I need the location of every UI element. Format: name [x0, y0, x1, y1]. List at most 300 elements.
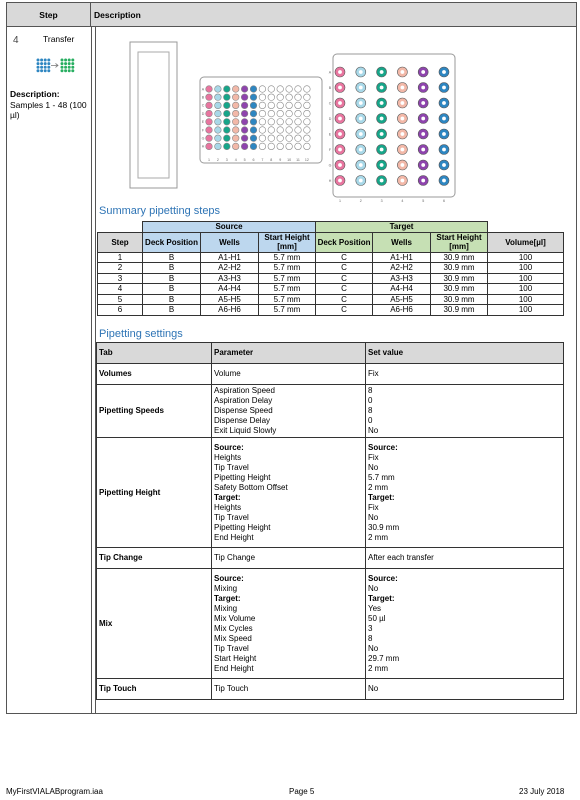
target-well-center: [401, 101, 404, 104]
settings-parameters: [212, 679, 366, 700]
source-well: [268, 143, 275, 150]
icon-dot: [44, 62, 46, 64]
target-well-center: [380, 70, 383, 73]
source-well: [224, 119, 231, 126]
parameter-line: Aspiration Speed: [214, 386, 275, 395]
parameter-line: Mixing: [214, 603, 238, 613]
source-well: [268, 94, 275, 101]
target-col-label: 6: [443, 199, 445, 203]
target-well-center: [401, 70, 404, 73]
summary-cell-tgt-deck: C: [316, 263, 373, 274]
source-well: [268, 135, 275, 142]
target-row-label: E: [328, 132, 332, 137]
source-well: [206, 119, 213, 126]
parameter-line: Mix Volume: [214, 613, 256, 623]
icon-dot: [40, 59, 42, 61]
icon-dot: [37, 70, 39, 72]
source-well: [268, 127, 275, 134]
icon-dot: [48, 66, 50, 68]
icon-dot: [48, 59, 50, 61]
source-well: [268, 102, 275, 109]
summary-cell-src-deck: B: [143, 284, 201, 295]
settings-table: [96, 342, 564, 700]
target-well-center: [422, 132, 425, 135]
summary-col-src-deck: Deck Position: [143, 232, 201, 252]
icon-dot: [72, 66, 74, 68]
source-well: [277, 110, 284, 117]
source-well: [277, 119, 284, 126]
value-line: No: [368, 512, 379, 522]
step-number: 4: [13, 35, 19, 46]
source-well: [295, 110, 302, 117]
parameter-line: Exit Liquid Slowly: [214, 426, 277, 435]
target-well-center: [442, 148, 445, 151]
icon-dot: [44, 66, 46, 68]
parameter-line: Heights: [214, 502, 242, 512]
source-well: [286, 135, 293, 142]
source-col-label: 3: [225, 158, 228, 162]
settings-values: [366, 438, 564, 548]
parameter-line: Dispense Delay: [214, 416, 271, 425]
column-divider: [91, 27, 92, 713]
source-well: [304, 135, 311, 142]
target-well-center: [359, 70, 362, 73]
settings-parameters: [212, 569, 366, 679]
summary-cell-tgt-deck: C: [316, 252, 373, 263]
target-col-label: 3: [380, 199, 383, 203]
target-well-center: [401, 86, 404, 89]
icon-dot: [72, 59, 74, 61]
plate-transfer-icon: [35, 57, 75, 75]
parameter-line: Start Height: [214, 653, 257, 663]
source-well: [215, 135, 222, 142]
source-well: [206, 143, 213, 150]
summary-cell-tgt-wells: A3-H3: [373, 273, 431, 284]
summary-cell-tgt-h: 30.9 mm: [431, 305, 488, 316]
icon-dot: [64, 62, 66, 64]
summary-cell-src-deck: B: [143, 273, 201, 284]
source-well: [295, 94, 302, 101]
summary-cell-vol: 100: [488, 273, 564, 284]
source-well: [295, 143, 302, 150]
summary-cell-tgt-h: 30.9 mm: [431, 273, 488, 284]
target-well-center: [422, 179, 425, 182]
source-well: [304, 94, 311, 101]
summary-cell-vol: 100: [488, 284, 564, 295]
source-well: [224, 127, 231, 134]
parameter-line: Tip Touch: [214, 684, 249, 693]
parameter-line: Tip Travel: [214, 462, 249, 472]
summary-cell-src-deck: B: [143, 252, 201, 263]
icon-dot: [37, 59, 39, 61]
target-well-center: [338, 179, 341, 182]
target-well-center: [380, 101, 383, 104]
settings-tab-name: Pipetting Height: [97, 438, 212, 548]
table-header: [7, 3, 576, 27]
summary-cell-step: 2: [98, 263, 143, 274]
value-line: 2 mm: [368, 532, 388, 542]
source-well: [277, 127, 284, 134]
parameter-line: Target:: [214, 492, 241, 502]
parameter-line: Tip Travel: [214, 643, 249, 653]
source-well: [286, 110, 293, 117]
summary-col-src-wells: Wells: [201, 232, 259, 252]
target-well-center: [401, 132, 404, 135]
source-well: [206, 94, 213, 101]
summary-cell-tgt-deck: C: [316, 273, 373, 284]
source-well: [215, 86, 222, 93]
settings-parameters: [212, 438, 366, 548]
parameter-line: End Height: [214, 532, 254, 542]
reservoir-well: [138, 52, 169, 178]
settings-row: [97, 364, 564, 385]
value-line: 5.7 mm: [368, 472, 395, 482]
settings-values: [366, 679, 564, 700]
parameter-line: Volume: [214, 369, 241, 378]
settings-values: [366, 364, 564, 385]
source-row-label: F: [201, 128, 205, 133]
source-col-label: 2: [216, 158, 219, 162]
target-well-center: [338, 163, 341, 166]
target-well-center: [422, 117, 425, 120]
source-well: [286, 119, 293, 126]
value-line: Fix: [368, 452, 379, 462]
target-well-center: [359, 148, 362, 151]
value-line: Source:: [368, 442, 398, 452]
value-line: Source:: [368, 573, 398, 583]
settings-values: [366, 548, 564, 569]
source-well: [215, 119, 222, 126]
source-well: [206, 86, 213, 93]
parameter-line: Dispense Speed: [214, 406, 273, 415]
source-well: [295, 86, 302, 93]
value-line: 8: [368, 406, 373, 415]
target-well-center: [442, 163, 445, 166]
summary-row: [98, 284, 564, 295]
source-col-label: 1: [208, 158, 210, 162]
source-well: [304, 143, 311, 150]
step-column-header: Step: [7, 3, 91, 27]
icon-dot: [68, 62, 70, 64]
settings-col-tab: Tab: [97, 343, 212, 364]
source-well: [259, 86, 266, 93]
summary-cell-src-h: 5.7 mm: [259, 252, 316, 263]
source-well: [250, 102, 257, 109]
value-line: 2 mm: [368, 482, 388, 492]
summary-title: Summary pipetting steps: [99, 205, 221, 217]
icon-dot: [44, 70, 46, 72]
settings-parameters: [212, 364, 366, 385]
target-well-center: [359, 101, 362, 104]
summary-cell-vol: 100: [488, 294, 564, 305]
source-row-label: A: [201, 87, 205, 92]
target-well-center: [401, 179, 404, 182]
source-row-label: D: [201, 111, 205, 116]
source-well: [206, 110, 213, 117]
value-line: 2 mm: [368, 663, 388, 673]
source-well: [268, 86, 275, 93]
source-well: [241, 110, 248, 117]
summary-col-tgt-wells: Wells: [373, 232, 431, 252]
target-col-label: 1: [339, 199, 341, 203]
summary-cell-tgt-deck: C: [316, 305, 373, 316]
summary-cell-src-wells: A2-H2: [201, 263, 259, 274]
target-well-center: [359, 163, 362, 166]
source-well: [250, 127, 257, 134]
summary-col-volume: Volume[µl]: [488, 232, 564, 252]
icon-dot: [61, 59, 63, 61]
parameter-line: Pipetting Height: [214, 522, 271, 532]
source-well: [286, 94, 293, 101]
target-row-label: G: [328, 163, 332, 168]
target-col-label: 2: [359, 199, 362, 203]
target-row-label: F: [328, 147, 332, 152]
source-well: [224, 135, 231, 142]
parameter-line: Tip Travel: [214, 512, 249, 522]
target-well-center: [359, 86, 362, 89]
target-well-center: [380, 86, 383, 89]
target-well-center: [442, 101, 445, 104]
settings-col-value: Set value: [366, 343, 564, 364]
icon-dot: [61, 62, 63, 64]
source-well: [215, 94, 222, 101]
description-column-header: Description: [94, 10, 141, 20]
source-well: [286, 143, 293, 150]
settings-tab-name: Tip Touch: [97, 679, 212, 700]
target-row-label: B: [328, 85, 332, 90]
source-well: [232, 86, 239, 93]
summary-cell-tgt-wells: A2-H2: [373, 263, 431, 274]
value-line: After each transfer: [368, 553, 434, 562]
settings-values: [366, 569, 564, 679]
source-well: [215, 143, 222, 150]
value-line: 8: [368, 386, 373, 395]
summary-blank-cell: [488, 222, 564, 233]
target-well-center: [442, 179, 445, 182]
source-well: [250, 143, 257, 150]
source-well: [232, 135, 239, 142]
summary-table: [97, 221, 564, 316]
value-line: 0: [368, 396, 373, 405]
source-well: [295, 135, 302, 142]
target-well-center: [359, 117, 362, 120]
summary-cell-src-wells: A4-H4: [201, 284, 259, 295]
summary-cell-src-wells: A3-H3: [201, 273, 259, 284]
deck-layout-figure: [124, 40, 470, 205]
source-well: [224, 102, 231, 109]
summary-cell-src-h: 5.7 mm: [259, 305, 316, 316]
target-col-label: 5: [422, 199, 425, 203]
summary-row: [98, 263, 564, 274]
settings-parameters: [212, 548, 366, 569]
icon-dot: [61, 70, 63, 72]
source-well: [224, 143, 231, 150]
summary-cell-step: 4: [98, 284, 143, 295]
source-well: [241, 127, 248, 134]
value-line: Fix: [368, 502, 379, 512]
summary-target-group: Target: [316, 222, 488, 233]
source-well: [304, 127, 311, 134]
source-well: [277, 94, 284, 101]
summary-col-step: Step: [98, 232, 143, 252]
parameter-line: Target:: [214, 593, 241, 603]
icon-dot: [44, 59, 46, 61]
target-well-center: [422, 70, 425, 73]
source-well: [259, 127, 266, 134]
source-well: [241, 102, 248, 109]
target-well-center: [442, 70, 445, 73]
summary-cell-tgt-wells: A6-H6: [373, 305, 431, 316]
source-well: [268, 110, 275, 117]
source-col-label: 6: [252, 158, 255, 162]
settings-tab-name: Tip Change: [97, 548, 212, 569]
source-well: [259, 110, 266, 117]
source-col-label: 9: [279, 158, 282, 162]
icon-dot: [48, 70, 50, 72]
summary-cell-tgt-wells: A4-H4: [373, 284, 431, 295]
target-well-center: [338, 70, 341, 73]
arrow-icon: [51, 63, 58, 67]
step-title: Transfer: [43, 34, 75, 44]
summary-cell-tgt-deck: C: [316, 284, 373, 295]
summary-cell-src-h: 5.7 mm: [259, 263, 316, 274]
target-well-center: [380, 117, 383, 120]
target-well-center: [338, 101, 341, 104]
value-line: No: [368, 643, 379, 653]
target-well-center: [359, 179, 362, 182]
summary-cell-src-wells: A1-H1: [201, 252, 259, 263]
summary-cell-src-h: 5.7 mm: [259, 284, 316, 295]
summary-cell-tgt-h: 30.9 mm: [431, 284, 488, 295]
summary-row: [98, 305, 564, 316]
target-well-center: [422, 163, 425, 166]
target-row-label: A: [328, 70, 332, 75]
summary-cell-src-deck: B: [143, 263, 201, 274]
source-row-label: C: [201, 103, 205, 108]
icon-dot: [64, 70, 66, 72]
parameter-line: Pipetting Height: [214, 472, 271, 482]
icon-dot: [37, 66, 39, 68]
parameter-line: Source:: [214, 442, 244, 452]
parameter-line: Aspiration Delay: [214, 396, 273, 405]
settings-row: [97, 548, 564, 569]
source-well: [259, 119, 266, 126]
source-well: [277, 135, 284, 142]
target-plate: [333, 54, 455, 197]
settings-tab-name: Pipetting Speeds: [97, 385, 212, 438]
source-well: [241, 119, 248, 126]
summary-cell-src-deck: B: [143, 294, 201, 305]
summary-col-src-height: Start Height [mm]: [259, 232, 316, 252]
parameter-line: Mix Speed: [214, 633, 252, 643]
source-well: [224, 110, 231, 117]
target-well-center: [380, 163, 383, 166]
target-well-center: [401, 117, 404, 120]
summary-col-tgt-height: Start Height [mm]: [431, 232, 488, 252]
source-well: [232, 143, 239, 150]
source-col-label: 8: [270, 158, 273, 162]
settings-row: [97, 679, 564, 700]
summary-source-group: Source: [143, 222, 316, 233]
source-well: [295, 119, 302, 126]
summary-cell-vol: 100: [488, 263, 564, 274]
source-well: [259, 102, 266, 109]
source-row-label: B: [201, 95, 205, 100]
target-well-center: [401, 163, 404, 166]
summary-cell-tgt-h: 30.9 mm: [431, 294, 488, 305]
target-well-center: [359, 132, 362, 135]
source-well: [304, 110, 311, 117]
source-well: [259, 135, 266, 142]
source-row-label: E: [201, 120, 205, 125]
source-well: [250, 94, 257, 101]
parameter-line: Safety Bottom Offset: [214, 482, 288, 492]
target-well-center: [338, 86, 341, 89]
settings-tab-name: Volumes: [97, 364, 212, 385]
source-well: [250, 135, 257, 142]
target-well-center: [338, 148, 341, 151]
target-col-label: 4: [401, 199, 404, 203]
value-line: No: [368, 426, 379, 435]
target-row-label: D: [328, 116, 332, 121]
icon-dot: [40, 62, 42, 64]
source-col-label: 11: [296, 158, 300, 162]
source-well: [224, 94, 231, 101]
source-well: [241, 143, 248, 150]
source-well: [304, 119, 311, 126]
value-line: Target:: [368, 492, 395, 502]
value-line: 0: [368, 416, 373, 425]
source-row-label: H: [201, 144, 205, 149]
target-row-label: H: [328, 178, 332, 183]
summary-cell-tgt-wells: A5-H5: [373, 294, 431, 305]
summary-blank-cell: [98, 222, 143, 233]
value-line: Fix: [368, 369, 379, 378]
summary-col-tgt-deck: Deck Position: [316, 232, 373, 252]
target-well-center: [380, 179, 383, 182]
icon-dot: [68, 70, 70, 72]
summary-cell-step: 3: [98, 273, 143, 284]
target-well-center: [401, 148, 404, 151]
summary-cell-src-wells: A6-H6: [201, 305, 259, 316]
source-well: [215, 127, 222, 134]
source-well: [232, 127, 239, 134]
footer-filename: MyFirstVIALABprogram.iaa: [6, 787, 103, 796]
summary-cell-src-h: 5.7 mm: [259, 294, 316, 305]
source-well: [215, 110, 222, 117]
source-well: [232, 94, 239, 101]
summary-cell-src-wells: A5-H5: [201, 294, 259, 305]
settings-parameters: [212, 385, 366, 438]
source-col-label: 4: [234, 158, 237, 162]
footer-page: Page 5: [289, 787, 315, 796]
source-well: [277, 102, 284, 109]
summary-cell-step: 6: [98, 305, 143, 316]
source-well: [241, 86, 248, 93]
value-line: No: [368, 583, 379, 593]
source-col-label: 7: [261, 158, 264, 162]
summary-cell-step: 5: [98, 294, 143, 305]
description-label: Description:: [10, 89, 60, 99]
parameter-line: Mix Cycles: [214, 623, 253, 633]
parameter-line: Mixing: [214, 583, 238, 593]
description-text: Samples 1 - 48 (100 µl): [10, 100, 87, 120]
value-line: 30.9 mm: [368, 522, 400, 532]
source-well: [295, 102, 302, 109]
settings-tab-name: Mix: [97, 569, 212, 679]
target-well-center: [380, 148, 383, 151]
icon-dot: [61, 66, 63, 68]
